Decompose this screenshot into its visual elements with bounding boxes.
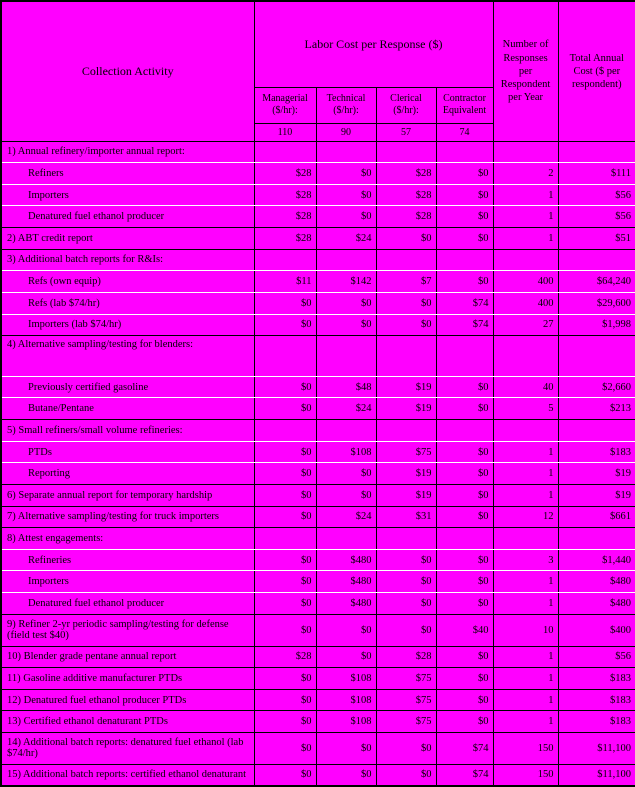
total-annual-cost-cell: $51 — [558, 228, 635, 250]
contractor-cost-cell: $74 — [436, 733, 493, 765]
activity-label: Reporting — [1, 463, 254, 485]
responses-count-cell — [493, 249, 558, 271]
total-annual-cost-cell: $1,998 — [558, 314, 635, 336]
technical-cost-cell: $24 — [316, 398, 376, 420]
activity-label: 10) Blender grade pentane annual report — [1, 646, 254, 668]
total-annual-cost-cell: $183 — [558, 441, 635, 463]
responses-count-cell: 1 — [493, 646, 558, 668]
total-annual-cost-cell: $56 — [558, 184, 635, 206]
contractor-cost-cell — [436, 141, 493, 163]
total-annual-cost-cell: $661 — [558, 506, 635, 528]
table-row — [1, 463, 635, 485]
total-annual-cost-cell — [558, 420, 635, 442]
table-header — [1, 1, 635, 141]
technical-cost-cell: $0 — [316, 764, 376, 786]
contractor-cost-cell: $0 — [436, 463, 493, 485]
managerial-cost-cell: $28 — [254, 206, 316, 228]
collection-activity-header: Collection Activity — [1, 1, 254, 141]
responses-count-cell: 12 — [493, 506, 558, 528]
activity-label: 5) Small refiners/small volume refineries: — [1, 420, 254, 442]
activity-label: Denatured fuel ethanol producer — [1, 593, 254, 615]
table-row — [1, 571, 635, 593]
activity-label: 4) Alternative sampling/testing for blenders: — [1, 336, 254, 377]
technical-cost-cell: $0 — [316, 463, 376, 485]
managerial-cost-cell — [254, 336, 316, 377]
managerial-cost-cell: $0 — [254, 292, 316, 314]
total-annual-cost-cell: $11,100 — [558, 764, 635, 786]
total-annual-cost-cell — [558, 336, 635, 377]
managerial-cost-cell: $0 — [254, 668, 316, 690]
technical-cost-cell: $108 — [316, 441, 376, 463]
managerial-cost-cell: $28 — [254, 184, 316, 206]
responses-count-cell: 1 — [493, 441, 558, 463]
contractor-cost-cell: $0 — [436, 228, 493, 250]
managerial-cost-cell — [254, 528, 316, 550]
managerial-cost-cell: $0 — [254, 463, 316, 485]
clerical-cost-cell: $7 — [376, 271, 436, 293]
clerical-cost-cell: $28 — [376, 184, 436, 206]
responses-count-cell: 1 — [493, 184, 558, 206]
total-annual-cost-cell: $56 — [558, 206, 635, 228]
total-annual-cost-cell: $480 — [558, 571, 635, 593]
table-row — [1, 484, 635, 506]
labor-cost-banner: Labor Cost per Response ($) — [254, 1, 493, 87]
total-annual-cost-cell: $1,440 — [558, 549, 635, 571]
responses-count-cell: 1 — [493, 463, 558, 485]
clerical-cost-cell: $0 — [376, 571, 436, 593]
contractor-cost-cell — [436, 420, 493, 442]
clerical-cost-cell — [376, 141, 436, 163]
contractor-cost-cell: $0 — [436, 206, 493, 228]
table-row — [1, 689, 635, 711]
clerical-cost-cell: $0 — [376, 314, 436, 336]
managerial-cost-cell: $11 — [254, 271, 316, 293]
managerial-cost-cell: $28 — [254, 646, 316, 668]
responses-count-cell: 1 — [493, 689, 558, 711]
clerical-cost-cell: $19 — [376, 398, 436, 420]
clerical-cost-cell: $0 — [376, 764, 436, 786]
clerical-cost-cell: $75 — [376, 689, 436, 711]
technical-cost-cell: $0 — [316, 163, 376, 185]
table-body — [1, 141, 635, 786]
responses-count-cell: 400 — [493, 271, 558, 293]
responses-count-cell: 1 — [493, 711, 558, 733]
responses-count-cell: 5 — [493, 398, 558, 420]
technical-cost-cell: $24 — [316, 228, 376, 250]
responses-count-cell — [493, 420, 558, 442]
clerical-cost-cell: $75 — [376, 711, 436, 733]
technical-cost-cell — [316, 528, 376, 550]
clerical-cost-cell: $0 — [376, 593, 436, 615]
table-row — [1, 228, 635, 250]
managerial-cost-cell: $0 — [254, 614, 316, 646]
total-annual-cost-cell: $183 — [558, 668, 635, 690]
managerial-cost-cell: $0 — [254, 549, 316, 571]
contractor-cost-cell: $0 — [436, 398, 493, 420]
activity-label: Refs (lab $74/hr) — [1, 292, 254, 314]
clerical-cost-cell — [376, 249, 436, 271]
contractor-cost-cell: $0 — [436, 506, 493, 528]
contractor-cost-cell: $0 — [436, 689, 493, 711]
table-row — [1, 206, 635, 228]
managerial-cost-cell: $0 — [254, 571, 316, 593]
technical-cost-cell: $48 — [316, 376, 376, 398]
technical-cost-cell: $0 — [316, 484, 376, 506]
responses-count-cell: 10 — [493, 614, 558, 646]
managerial-cost-cell: $28 — [254, 228, 316, 250]
activity-label: 8) Attest engagements: — [1, 528, 254, 550]
clerical-cost-cell: $19 — [376, 376, 436, 398]
technical-cost-cell: $142 — [316, 271, 376, 293]
activity-label: 12) Denatured fuel ethanol producer PTDs — [1, 689, 254, 711]
table-row — [1, 398, 635, 420]
section-header-row — [1, 249, 635, 271]
contractor-cost-cell — [436, 249, 493, 271]
total-annual-cost-cell: $29,600 — [558, 292, 635, 314]
contractor-cost-cell: $74 — [436, 764, 493, 786]
technical-cost-cell — [316, 249, 376, 271]
contractor-cost-cell: $0 — [436, 441, 493, 463]
total-annual-cost-header: Total Annual Cost ($ per respondent) — [558, 1, 635, 141]
contractor-cost-cell: $0 — [436, 646, 493, 668]
responses-count-cell: 27 — [493, 314, 558, 336]
clerical-cost-cell: $75 — [376, 668, 436, 690]
responses-count-cell: 2 — [493, 163, 558, 185]
table-row — [1, 549, 635, 571]
responses-count-cell — [493, 336, 558, 377]
clerical-cost-cell: $31 — [376, 506, 436, 528]
activity-label: 13) Certified ethanol denaturant PTDs — [1, 711, 254, 733]
contractor-cost-cell: $0 — [436, 163, 493, 185]
responses-count-cell: 150 — [493, 733, 558, 765]
table-row — [1, 314, 635, 336]
technical-cost-cell: $108 — [316, 668, 376, 690]
clerical-rate: 57 — [376, 123, 436, 141]
clerical-cost-cell: $0 — [376, 292, 436, 314]
managerial-cost-cell: $0 — [254, 376, 316, 398]
contractor-cost-cell: $0 — [436, 668, 493, 690]
activity-label: 3) Additional batch reports for R&Is: — [1, 249, 254, 271]
activity-label: 6) Separate annual report for temporary hardship — [1, 484, 254, 506]
responses-count-cell: 40 — [493, 376, 558, 398]
responses-count-cell: 1 — [493, 593, 558, 615]
activity-label: 9) Refiner 2-yr periodic sampling/testing for defense (field test $40) — [1, 614, 254, 646]
contractor-cost-cell: $0 — [436, 593, 493, 615]
managerial-cost-cell: $0 — [254, 764, 316, 786]
responses-per-year-header: Number of Responses per Respondent per Year — [493, 1, 558, 141]
activity-label: Refineries — [1, 549, 254, 571]
technical-rate: 90 — [316, 123, 376, 141]
responses-count-cell: 3 — [493, 549, 558, 571]
contractor-cost-cell: $74 — [436, 314, 493, 336]
contractor-cost-cell — [436, 336, 493, 377]
technical-cost-cell: $480 — [316, 549, 376, 571]
technical-cost-cell: $0 — [316, 646, 376, 668]
clerical-cost-cell: $28 — [376, 206, 436, 228]
table-row — [1, 376, 635, 398]
managerial-cost-cell — [254, 141, 316, 163]
managerial-cost-cell: $28 — [254, 163, 316, 185]
total-annual-cost-cell: $183 — [558, 689, 635, 711]
table-row — [1, 764, 635, 786]
responses-count-cell: 1 — [493, 228, 558, 250]
contractor-cost-cell: $40 — [436, 614, 493, 646]
activity-label: PTDs — [1, 441, 254, 463]
activity-label: Butane/Pentane — [1, 398, 254, 420]
clerical-cost-cell: $0 — [376, 614, 436, 646]
table-row — [1, 593, 635, 615]
technical-cost-cell — [316, 336, 376, 377]
contractor-cost-cell: $0 — [436, 484, 493, 506]
clerical-cost-cell: $0 — [376, 549, 436, 571]
managerial-rate: 110 — [254, 123, 316, 141]
responses-count-cell: 1 — [493, 571, 558, 593]
managerial-cost-cell — [254, 249, 316, 271]
technical-cost-cell: $0 — [316, 314, 376, 336]
technical-cost-cell: $0 — [316, 206, 376, 228]
responses-count-cell — [493, 141, 558, 163]
managerial-cost-cell: $0 — [254, 733, 316, 765]
table-row — [1, 441, 635, 463]
table-row — [1, 711, 635, 733]
managerial-cost-cell: $0 — [254, 689, 316, 711]
table-row — [1, 614, 635, 646]
managerial-cost-cell: $0 — [254, 506, 316, 528]
activity-label: Importers — [1, 571, 254, 593]
total-annual-cost-cell: $64,240 — [558, 271, 635, 293]
contractor-cost-cell: $0 — [436, 271, 493, 293]
section-header-row — [1, 420, 635, 442]
managerial-cost-cell: $0 — [254, 441, 316, 463]
technical-cost-cell: $108 — [316, 711, 376, 733]
table-row — [1, 271, 635, 293]
table-row — [1, 292, 635, 314]
contractor-cost-cell: $74 — [436, 292, 493, 314]
clerical-cost-cell: $28 — [376, 646, 436, 668]
technical-cost-cell: $480 — [316, 571, 376, 593]
contractor-cost-cell: $0 — [436, 184, 493, 206]
table-row — [1, 163, 635, 185]
technical-cost-cell: $24 — [316, 506, 376, 528]
clerical-cost-cell: $0 — [376, 228, 436, 250]
contractor-cost-cell: $0 — [436, 376, 493, 398]
technical-cost-cell: $0 — [316, 184, 376, 206]
activity-label: 7) Alternative sampling/testing for truck importers — [1, 506, 254, 528]
total-annual-cost-cell: $19 — [558, 463, 635, 485]
managerial-column-header: Managerial ($/hr): — [254, 87, 316, 123]
clerical-cost-cell: $75 — [376, 441, 436, 463]
total-annual-cost-cell: $11,100 — [558, 733, 635, 765]
table-row — [1, 506, 635, 528]
total-annual-cost-cell: $19 — [558, 484, 635, 506]
total-annual-cost-cell: $111 — [558, 163, 635, 185]
table-row — [1, 646, 635, 668]
header-banner-row — [1, 1, 635, 87]
technical-cost-cell — [316, 141, 376, 163]
managerial-cost-cell — [254, 420, 316, 442]
total-annual-cost-cell: $213 — [558, 398, 635, 420]
responses-count-cell — [493, 528, 558, 550]
technical-cost-cell: $480 — [316, 593, 376, 615]
clerical-cost-cell — [376, 336, 436, 377]
activity-label: Refs (own equip) — [1, 271, 254, 293]
technical-cost-cell: $0 — [316, 292, 376, 314]
contractor-cost-cell: $0 — [436, 711, 493, 733]
activity-label: 2) ABT credit report — [1, 228, 254, 250]
technical-cost-cell — [316, 420, 376, 442]
table-row — [1, 184, 635, 206]
technical-column-header: Technical ($/hr): — [316, 87, 376, 123]
responses-count-cell: 1 — [493, 484, 558, 506]
managerial-cost-cell: $0 — [254, 711, 316, 733]
total-annual-cost-cell — [558, 249, 635, 271]
contractor-cost-cell: $0 — [436, 549, 493, 571]
responses-count-cell: 1 — [493, 206, 558, 228]
managerial-cost-cell: $0 — [254, 398, 316, 420]
table-row — [1, 668, 635, 690]
section-header-row — [1, 141, 635, 163]
clerical-cost-cell: $0 — [376, 733, 436, 765]
activity-label: 1) Annual refinery/importer annual report: — [1, 141, 254, 163]
clerical-cost-cell: $28 — [376, 163, 436, 185]
responses-count-cell: 400 — [493, 292, 558, 314]
contractor-column-header: Contractor Equivalent — [436, 87, 493, 123]
responses-count-cell: 150 — [493, 764, 558, 786]
clerical-cost-cell — [376, 420, 436, 442]
contractor-cost-cell: $0 — [436, 571, 493, 593]
total-annual-cost-cell: $2,660 — [558, 376, 635, 398]
section-header-row — [1, 336, 635, 377]
activity-label: Importers — [1, 184, 254, 206]
activity-label: Refiners — [1, 163, 254, 185]
technical-cost-cell: $0 — [316, 614, 376, 646]
technical-cost-cell: $108 — [316, 689, 376, 711]
responses-count-cell: 1 — [493, 668, 558, 690]
managerial-cost-cell: $0 — [254, 593, 316, 615]
technical-cost-cell: $0 — [316, 733, 376, 765]
activity-label: 11) Gasoline additive manufacturer PTDs — [1, 668, 254, 690]
table-row — [1, 733, 635, 765]
clerical-cost-cell: $19 — [376, 484, 436, 506]
total-annual-cost-cell — [558, 528, 635, 550]
activity-label: 15) Additional batch reports: certified ethanol denaturant — [1, 764, 254, 786]
total-annual-cost-cell: $480 — [558, 593, 635, 615]
total-annual-cost-cell: $183 — [558, 711, 635, 733]
total-annual-cost-cell: $56 — [558, 646, 635, 668]
managerial-cost-cell: $0 — [254, 484, 316, 506]
contractor-rate: 74 — [436, 123, 493, 141]
section-header-row — [1, 528, 635, 550]
contractor-cost-cell — [436, 528, 493, 550]
activity-label: Denatured fuel ethanol producer — [1, 206, 254, 228]
managerial-cost-cell: $0 — [254, 314, 316, 336]
activity-label: Previously certified gasoline — [1, 376, 254, 398]
activity-label: 14) Additional batch reports: denatured fuel ethanol (lab $74/hr) — [1, 733, 254, 765]
clerical-cost-cell: $19 — [376, 463, 436, 485]
activity-label: Importers (lab $74/hr) — [1, 314, 254, 336]
clerical-cost-cell — [376, 528, 436, 550]
clerical-column-header: Clerical ($/hr): — [376, 87, 436, 123]
total-annual-cost-cell — [558, 141, 635, 163]
total-annual-cost-cell: $400 — [558, 614, 635, 646]
